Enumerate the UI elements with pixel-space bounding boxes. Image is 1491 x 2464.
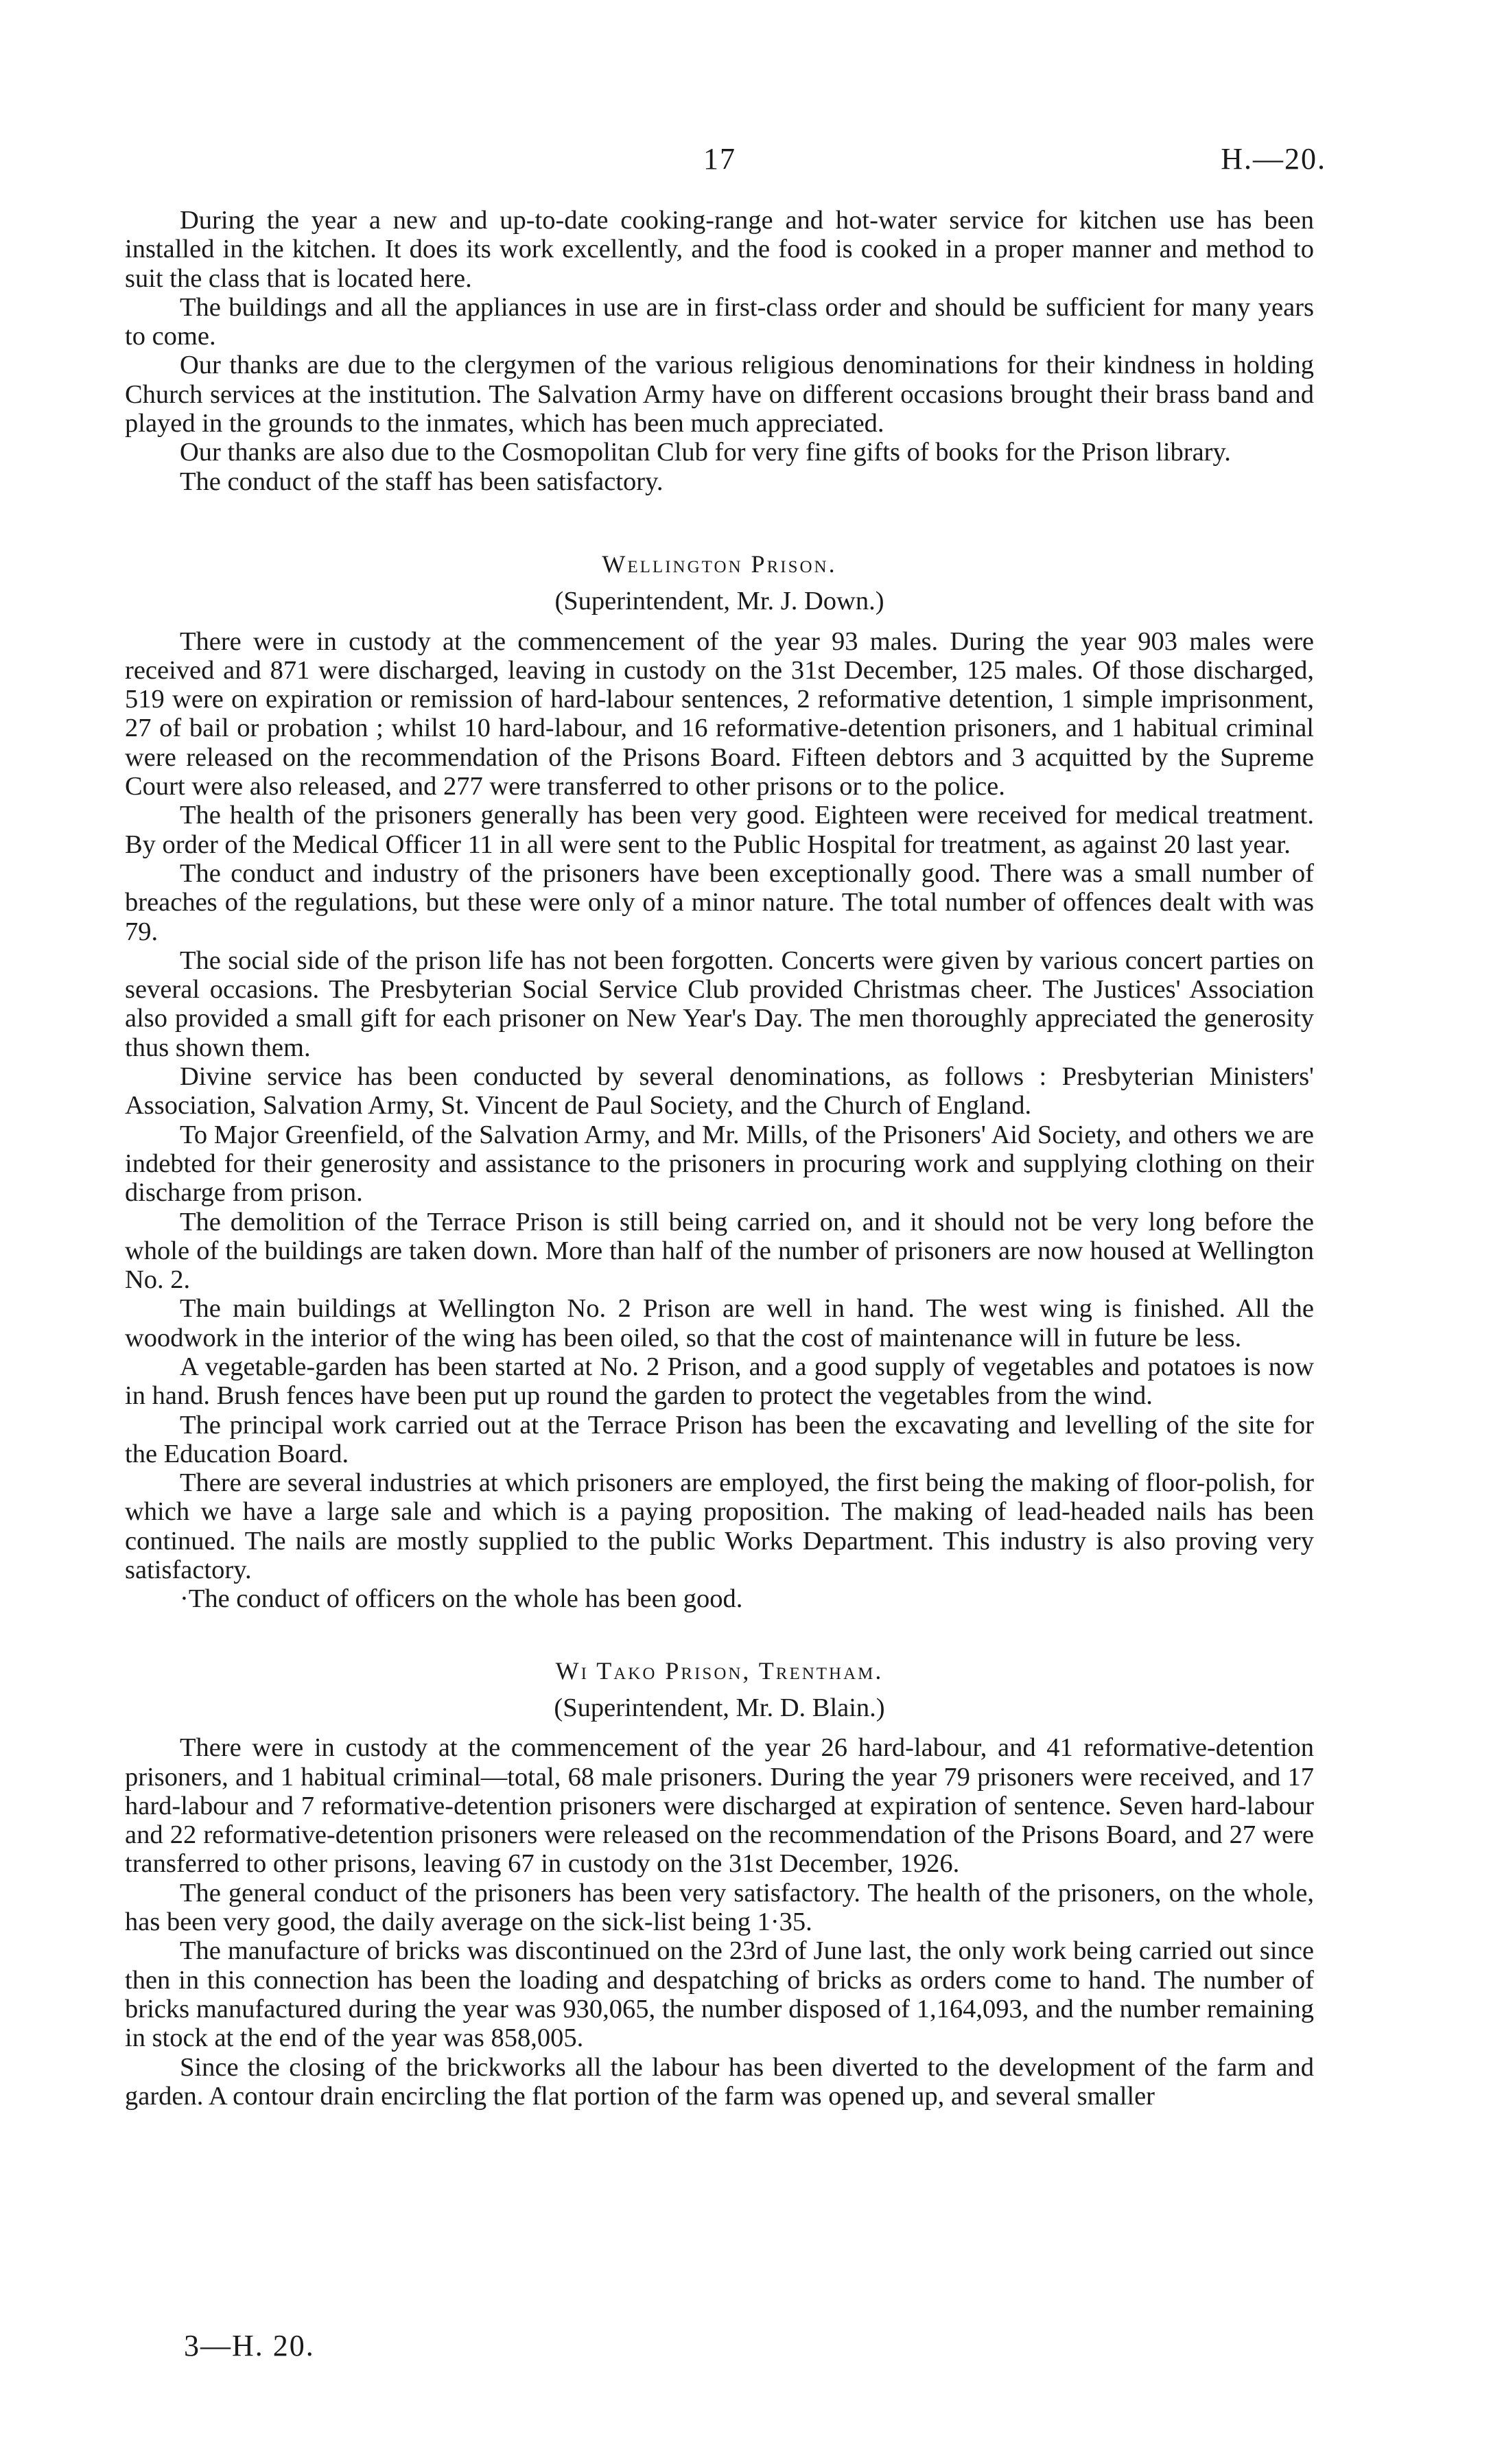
page-number: 17 bbox=[703, 142, 736, 176]
paragraph: The principal work carried out at the Terrace Prison has been the excavating and levelling of the site for the Education Board. bbox=[125, 1410, 1314, 1468]
paragraph: The manufacture of bricks was discontinued on the 23rd of June last, the only work being carried out since then in this connection has been the loading and despatching of bricks as orders come to hand. The number of bricks manufactured during the year was 930,065, the number disposed of 1,164,093, and the number remaining in stock at the end of the year was 858,005. bbox=[125, 1936, 1314, 2053]
paragraph: Our thanks are due to the clergymen of the various religious denominations for their kindness in holding Church services at the institution. The Salvation Army have on different occasions brought their brass band and played in the grounds to the inmates, which has been much appreciated. bbox=[125, 351, 1314, 438]
document-reference: H.—20. bbox=[1221, 142, 1326, 176]
paragraph: A vegetable-garden has been started at No. 2 Prison, and a good supply of vegetables and potatoes is now in hand. Brush fences have been put up round the garden to protect the vegetables from the wind. bbox=[125, 1352, 1314, 1411]
paragraph: Our thanks are also due to the Cosmopolitan Club for very fine gifts of books for the Prison library. bbox=[180, 438, 1231, 467]
body-text bbox=[125, 206, 1314, 2111]
page-footer-signature: 3—H. 20. bbox=[184, 2329, 315, 2362]
paragraph: ·The conduct of officers on the whole has been good. bbox=[180, 1584, 743, 1614]
paragraph: The social side of the prison life has not been forgotten. Concerts were given by various concert parties on several occasions. The Presbyterian Social Service Club provided Christmas cheer. The Justices' Association also provided a small gift for each prisoner on New Year's Day. The men thoroughly appreciated the generosity thus shown them. bbox=[125, 946, 1314, 1062]
paragraph: The buildings and all the appliances in use are in first-class order and should be sufficient for many years to come. bbox=[125, 292, 1314, 351]
paragraph: The demolition of the Terrace Prison is still being carried on, and it should not be very long before the whole of the buildings are taken down. More than half of the number of prisoners are now housed at Wellington No. 2. bbox=[125, 1207, 1314, 1295]
paragraph: The conduct of the staff has been satisfactory. bbox=[180, 467, 664, 496]
paragraph: The main buildings at Wellington No. 2 Prison are well in hand. The west wing is finished. All the woodwork in the interior of the wing has been oiled, so that the cost of maintenance will in future be less. bbox=[125, 1294, 1314, 1352]
paragraph: To Major Greenfield, of the Salvation Army, and Mr. Mills, of the Prisoners' Aid Society, and others we are indebted for their generosity and assistance to the prisoners in procuring work and supplying clothing on their discharge from prison. bbox=[125, 1120, 1314, 1208]
paragraph: There were in custody at the commencement of the year 93 males. During the year 903 males were received and 871 were discharged, leaving in custody on the 31st December, 125 males. Of those discharged, 519 were on expiration or remission of hard-labour sentences, 2 reformative detention, 1 simple imprisonment, 27 of bail or probation ; whilst 10 hard-labour, and 16 reformative-detention prisoners, and 1 habitual criminal were released on the recommendation of the Prisons Board. Fifteen debtors and 3 acquitted by the Supreme Court were also released, and 277 were transferred to other prisons or to the police. bbox=[125, 626, 1314, 801]
section-superintendent-witako: (Superintendent, Mr. D. Blain.) bbox=[554, 1693, 885, 1722]
section-title-wellington: Wellington Prison. bbox=[602, 550, 837, 578]
paragraph: Since the closing of the brickworks all the labour has been diverted to the development of the farm and garden. A contour drain encircling the flat portion of the farm was opened up, and several smaller bbox=[125, 2052, 1314, 2111]
paragraph: There were in custody at the commencement of the year 26 hard-labour, and 41 reformative-detention prisoners, and 1 habitual criminal—total, 68 male prisoners. During the year 79 prisoners were received, and 17 hard-labour and 7 reformative-detention prisoners were discharged at expiration of sentence. Seven hard-labour and 22 reformative-detention prisoners were released on the recommendation of the Prisons Board, and 27 were transferred to other prisons, leaving 67 in custody on the 31st December, 1926. bbox=[125, 1733, 1314, 1879]
paragraph: During the year a new and up-to-date cooking-range and hot-water service for kitchen use has been installed in the kitchen. It does its work excellently, and the food is cooked in a proper manner and method to suit the class that is located here. bbox=[125, 206, 1314, 293]
paragraph: There are several industries at which prisoners are employed, the first being the making of floor-polish, for which we have a large sale and which is a paying proposition. The making of lead-headed nails has been continued. The nails are mostly supplied to the public Works Department. This industry is also proving very satisfactory. bbox=[125, 1468, 1314, 1585]
section-superintendent-wellington: (Superintendent, Mr. J. Down.) bbox=[554, 587, 884, 616]
paragraph: The conduct and industry of the prisoners have been exceptionally good. There was a small number of breaches of the regulations, but these were only of a minor nature. The total number of offences dealt with was 79. bbox=[125, 858, 1314, 946]
paragraph: Divine service has been conducted by several denominations, as follows : Presbyterian Ministers' Association, Salvation Army, St. Vincent de Paul Society, and the Church of England. bbox=[125, 1062, 1314, 1120]
page-header bbox=[0, 141, 1491, 183]
paragraph: The general conduct of the prisoners has been very satisfactory. The health of the prisoners, on the whole, has been very good, the daily average on the sick-list being 1·35. bbox=[125, 1878, 1314, 1937]
paragraph: The health of the prisoners generally has been very good. Eighteen were received for medical treatment. By order of the Medical Officer 11 in all were sent to the Public Hospital for treatment, as against 20 last year. bbox=[125, 801, 1314, 859]
section-title-witako: Wi Tako Prison, Trentham. bbox=[555, 1656, 884, 1685]
